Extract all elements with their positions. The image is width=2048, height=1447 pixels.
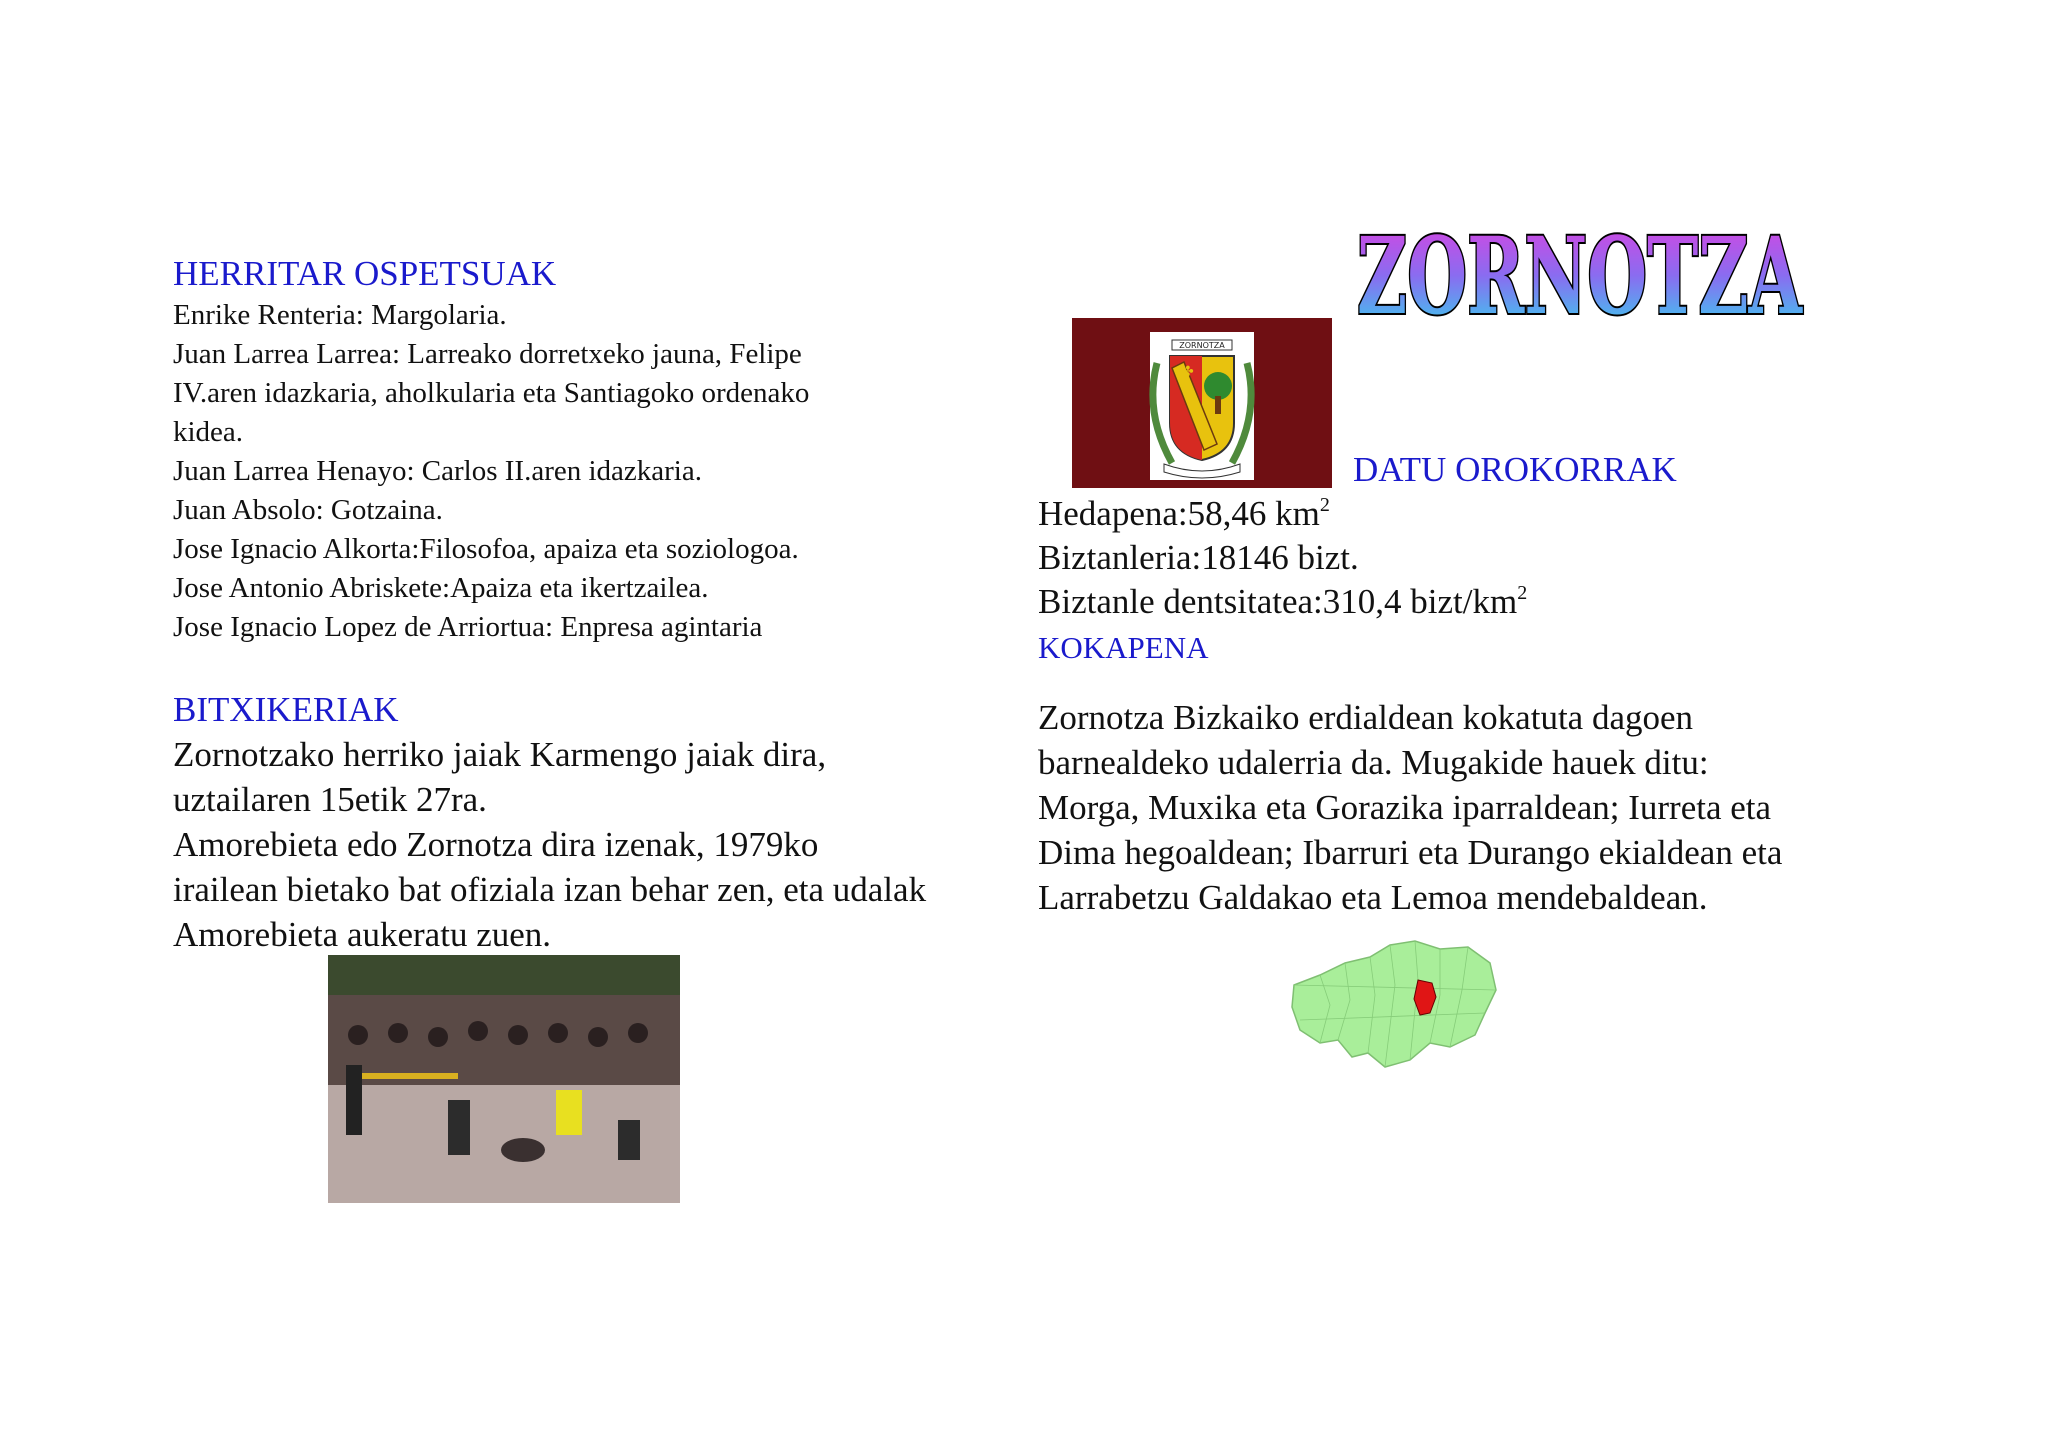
famous-person-line: Jose Antonio Abriskete:Apaiza eta ikertzailea. bbox=[173, 572, 709, 604]
curiosities-section bbox=[173, 688, 1023, 957]
title-logo-text: ZORNOTZA bbox=[1357, 213, 1804, 338]
famous-person-line: Juan Larrea Larrea: Larreako dorretxeko jauna, Felipe bbox=[173, 338, 802, 370]
famous-person-line: Jose Ignacio Lopez de Arriortua: Enpresa agintaria bbox=[173, 611, 763, 643]
population-line: Biztanleria:18146 bizt. bbox=[1038, 538, 1359, 577]
curiosities-line: uztailaren 15etik 27ra. bbox=[173, 780, 487, 819]
coat-of-arms-banner-text: ZORNOTZA bbox=[1179, 341, 1225, 350]
location-line: Dima hegoaldean; Ibarruri eta Durango ekialdean eta bbox=[1038, 833, 1783, 872]
area-value: Hedapena:58,46 km bbox=[1038, 494, 1320, 533]
famous-person-line: IV.aren idazkaria, aholkularia eta Santiagoko ordenako bbox=[173, 377, 810, 409]
famous-person-line: Enrike Renteria: Margolaria. bbox=[173, 299, 507, 331]
famous-person-line: Jose Ignacio Alkorta:Filosofoa, apaiza eta soziologoa. bbox=[173, 533, 799, 565]
zornotza-title-logo bbox=[1345, 205, 1815, 345]
location-line: Larrabetzu Galdakao eta Lemoa mendebaldean. bbox=[1038, 878, 1708, 917]
location-line: Zornotza Bizkaiko erdialdean kokatuta dagoen bbox=[1038, 698, 1694, 737]
famous-people-section bbox=[173, 252, 1023, 647]
density-superscript: 2 bbox=[1517, 582, 1528, 604]
curiosities-line: Amorebieta edo Zornotza dira izenak, 1979ko bbox=[173, 825, 819, 864]
general-data-section bbox=[1038, 492, 1988, 624]
area-line bbox=[1038, 492, 1988, 536]
famous-person-line: Juan Absolo: Gotzaina. bbox=[173, 494, 443, 526]
famous-person-line: Juan Larrea Henayo: Carlos II.aren idazkaria. bbox=[173, 455, 702, 487]
curiosities-line: irailean bietako bat ofiziala izan behar zen, eta udalak bbox=[173, 870, 927, 909]
curiosities-heading: BITXIKERIAK bbox=[173, 690, 399, 729]
location-line: Morga, Muxika eta Gorazika iparraldean; Iurreta eta bbox=[1038, 788, 1772, 827]
curiosities-line: Amorebieta aukeratu zuen. bbox=[173, 915, 552, 954]
density-line bbox=[1038, 580, 1988, 624]
coat-of-arms-icon bbox=[1072, 318, 1332, 488]
famous-person-line: kidea. bbox=[173, 416, 244, 448]
density-value: Biztanle dentsitatea:310,4 bizt/km bbox=[1038, 582, 1518, 621]
general-data-heading: DATU OROKORRAK bbox=[1353, 450, 1677, 489]
location-section bbox=[1038, 695, 1988, 920]
location-heading: KOKAPENA bbox=[1038, 630, 1209, 665]
famous-people-heading: HERRITAR OSPETSUAK bbox=[173, 254, 557, 293]
location-line: barnealdeko udalerria da. Mugakide hauek ditu: bbox=[1038, 743, 1709, 782]
festival-photo bbox=[328, 955, 680, 1203]
municipal-flag bbox=[1072, 318, 1332, 488]
area-superscript: 2 bbox=[1319, 494, 1330, 516]
curiosities-line: Zornotzako herriko jaiak Karmengo jaiak dira, bbox=[173, 735, 827, 774]
bizkaia-location-map bbox=[1290, 935, 1500, 1070]
svg-text:✤: ✤ bbox=[1182, 364, 1194, 380]
